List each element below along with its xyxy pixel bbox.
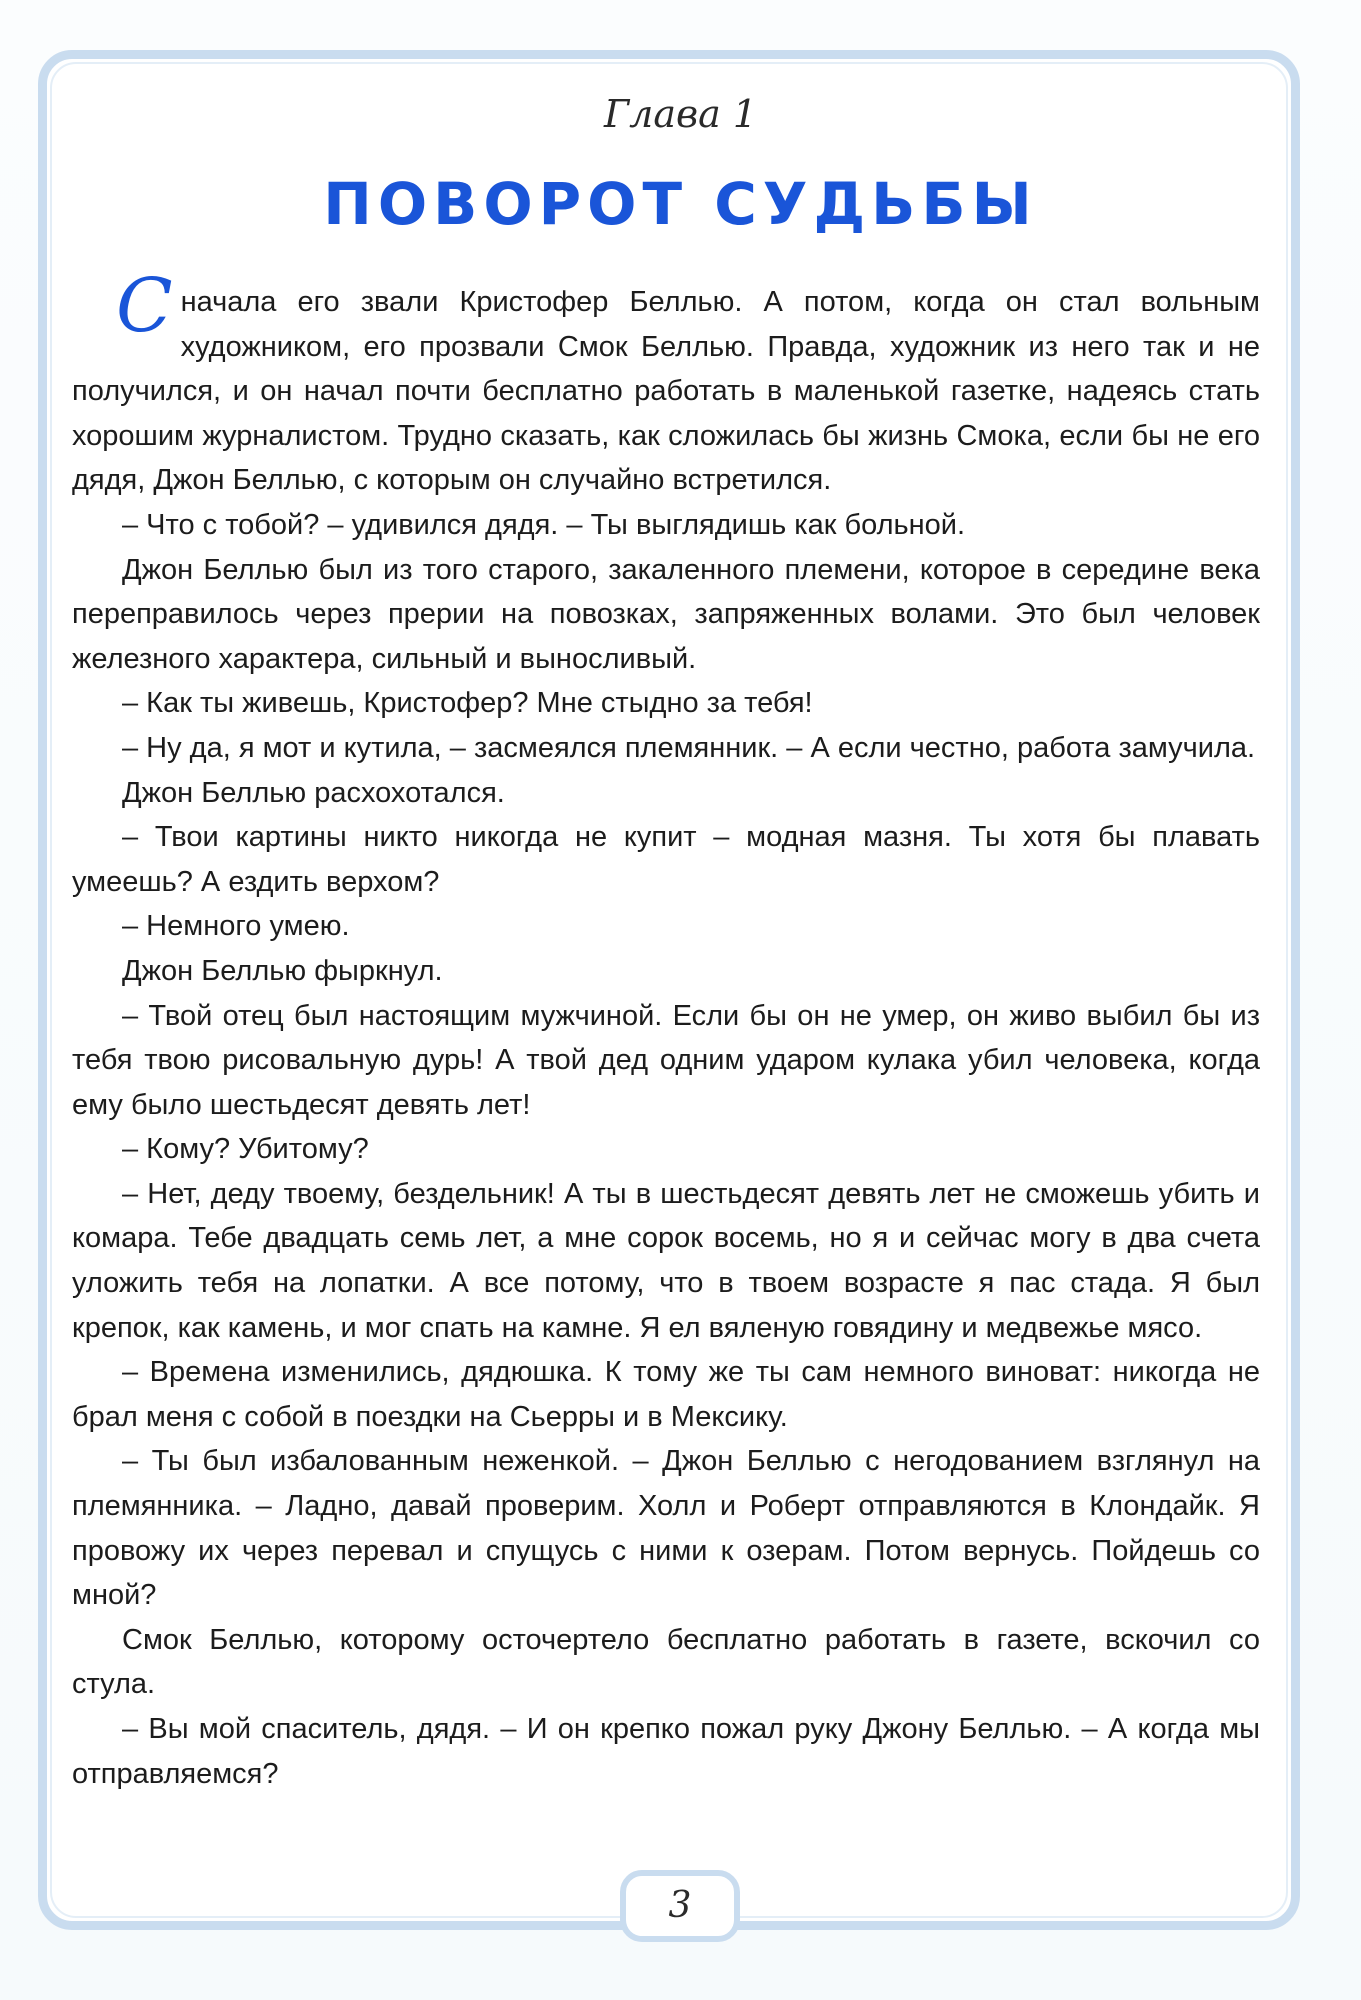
chapter-body	[72, 263, 1260, 1796]
paragraph: – Что с тобой? – удивился дядя. – Ты выглядишь как больной.	[122, 508, 966, 541]
paragraph: – Нет, деду твоему, бездельник! А ты в шестьдесят девять лет не сможешь убить и комара. Тебе двадцать семь лет, а мне сорок восемь, но я и сейчас могу в два счета уложить тебя на лопатки. А все потому, что в твоем возрасте я пас стада. Я был крепок, как камень, и мог спать на камне. Я ел вяленую говядину и медвежье мясо.	[72, 1177, 1260, 1344]
paragraph: Джон Беллью расхохотался.	[122, 776, 505, 809]
paragraph: – Твои картины никто никогда не купит – модная мазня. Ты хотя бы плавать умеешь? А ездить верхом?	[72, 821, 1260, 898]
page-number-badge	[620, 1870, 740, 1942]
opening-text: начала его звали Кристофер Беллью. А потом, когда он стал вольным художником, его прозвали Смок Беллью. Правда, художник из него так и не получился, и он начал почти бесплатно работать в маленькой газетке, надеясь стать хорошим журналистом. Трудно сказать, как сложилась бы жизнь Смока, если бы не его дядя, Джон Беллью, с которым он случайно встретился.	[72, 286, 1260, 497]
chapter-title: ПОВОРОТ СУДЬБЫ	[323, 170, 1038, 238]
chapter-label: Глава 1	[603, 92, 758, 136]
paragraph: – Времена изменились, дядюшка. К тому же ты сам немного виноват: никогда не брал меня с собой в поездки на Сьерры и в Мексику.	[72, 1356, 1260, 1433]
paragraph: – Кому? Убитому?	[122, 1133, 369, 1166]
paragraph: – Твой отец был настоящим мужчиной. Если бы он не умер, он живо выбил бы из тебя твою рисовальную дурь! А твой дед одним ударом кулака убил человека, когда ему было шестьдесят девять лет!	[72, 999, 1260, 1121]
paragraph: – Ты был избалованным неженкой. – Джон Беллью с негодованием взглянул на племянника. – Ладно, давай проверим. Холл и Роберт отправляются в Клондайк. Я провожу их через перевал и спущусь с ними к озерам. Потом вернусь. Пойдешь со мной?	[72, 1445, 1260, 1612]
paragraph-opening	[72, 263, 1260, 503]
paragraph: – Вы мой спаситель, дядя. – И он крепко пожал руку Джону Беллью. – А когда мы отправляемся?	[72, 1713, 1260, 1790]
drop-cap: С	[116, 263, 173, 349]
paragraph: Джон Беллью был из того старого, закаленного племени, которое в середине века переправилось через прерии на повозках, запряженных волами. Это был человек железного характера, сильный и выносливый.	[72, 553, 1260, 675]
paragraph: Смок Беллью, которому осточертело бесплатно работать в газете, вскочил со стула.	[72, 1623, 1260, 1701]
paragraph: – Как ты живешь, Кристофер? Мне стыдно за тебя!	[122, 687, 813, 720]
page-number: 3	[668, 1885, 692, 1926]
paragraph: Джон Беллью фыркнул.	[122, 954, 443, 987]
paragraph: – Ну да, я мот и кутила, – засмеялся племянник. – А если честно, работа замучила.	[122, 731, 1256, 764]
paragraph: – Немного умею.	[122, 910, 350, 943]
